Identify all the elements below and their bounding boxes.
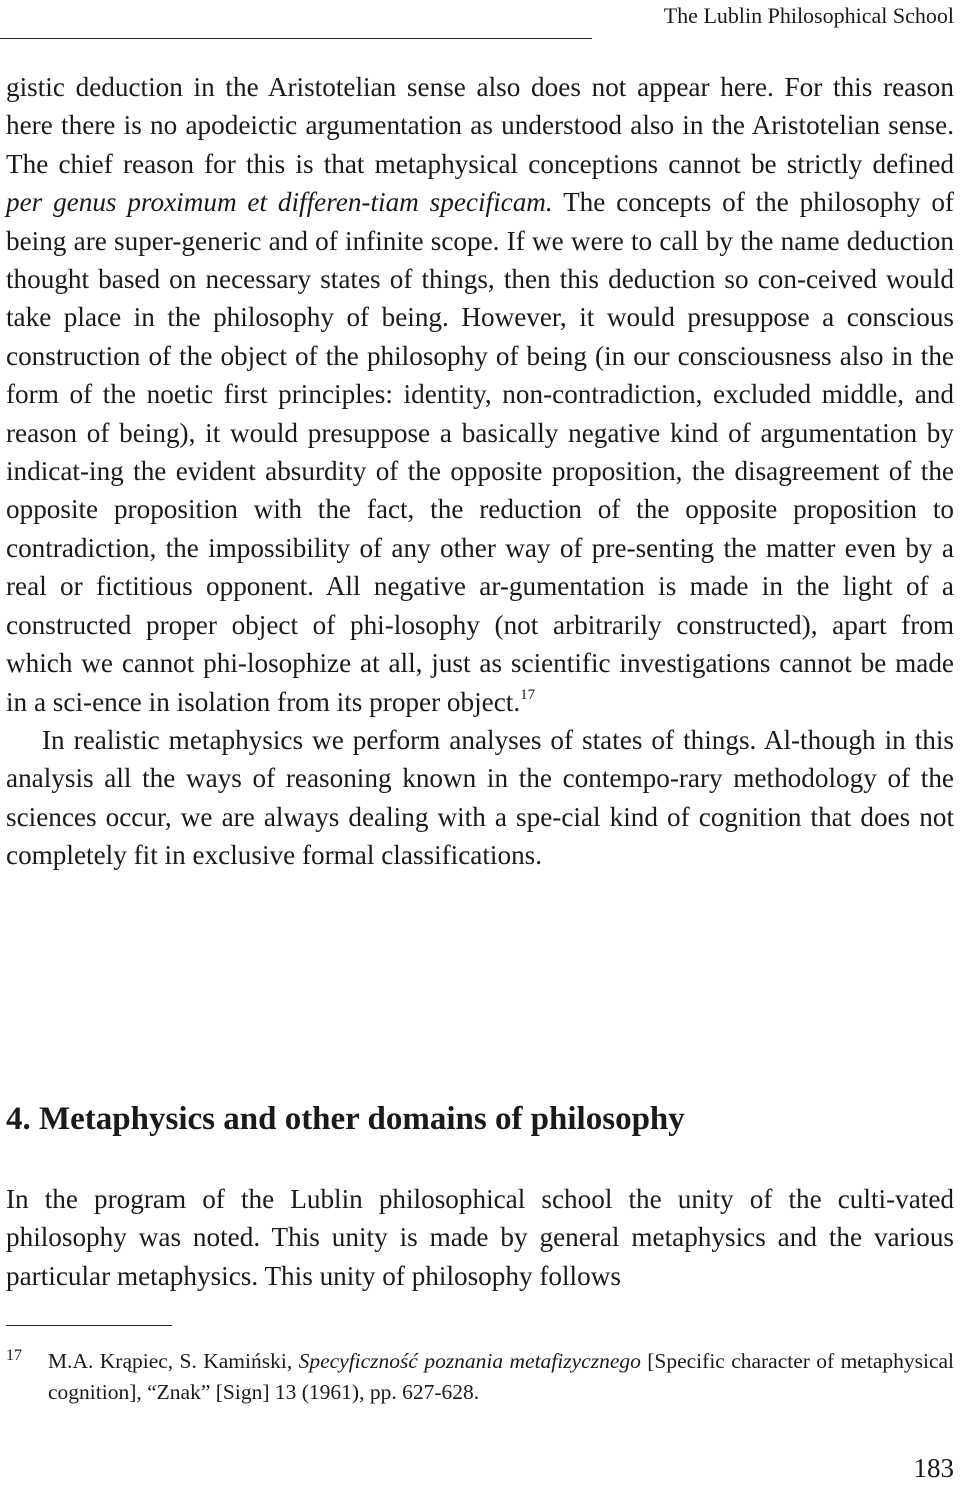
footnote-rule xyxy=(6,1325,172,1326)
body-text xyxy=(6,68,954,875)
running-head: The Lublin Philosophical School xyxy=(663,3,954,28)
paragraph-1-text-b: The concepts of the philosophy of being are super-generic and of infinite scope. If we were to call by the name deduction thought based on necessary states of things, then this deduction so con-ceived would take place in the philosophy of being. However, it would presuppose a conscious construction of the object of the philosophy of being (in our consciousness also in the form of the noetic first principles: identity, non-contradiction, excluded middle, and reason of being), it would presuppose a basically negative kind of argumentation by indicat-ing the evident absurdity of the opposite proposition, the disagreement of the opposite proposition with the fact, the reduction of the opposite proposition to contradiction, the impossibility of any other way of pre-senting the matter even by a real or fictitious opponent. All negative ar-gumentation is made in the light of a constructed proper object of phi-losophy (not arbitrarily constructed), apart from which we cannot phi-losophize at all, just as scientific investigations cannot be made in a sci-ence in isolation from its proper object. xyxy=(6,187,954,717)
footnote-rest: [Specific character of metaphysical cognition], “Znak” [Sign] 13 (1961), pp. 627-628. xyxy=(48,1349,955,1404)
page-number: 183 xyxy=(913,1453,954,1483)
paragraph-1-text-a: gistic deduction in the Aristotelian sense also does not appear here. For this reason here there is no apodeictic argumentation as understood also in the Aristotelian sense. The chief reason for this is that metaphysical conceptions cannot be strictly defined xyxy=(6,72,954,179)
header-rule xyxy=(0,38,592,39)
section-heading: 4. Metaphysics and other domains of philosophy xyxy=(6,1101,685,1137)
paragraph-2: In realistic metaphysics we perform analyses of states of things. Al-though in this analysis all the ways of reasoning known in the contempo-rary methodology of the sciences occur, we are always dealing with a spe-cial kind of cognition that does not completely fit in exclusive formal classifications. xyxy=(6,724,954,871)
paragraph-1 xyxy=(6,68,954,721)
paragraph-1-latin-phrase: per genus proximum et differen-tiam specificam. xyxy=(6,187,553,218)
footnote-number: 17 xyxy=(6,1347,22,1364)
footnote-text xyxy=(48,1346,954,1408)
footnote xyxy=(6,1346,954,1408)
section-paragraph: In the program of the Lublin philosophical school the unity of the culti-vated philosophy was noted. This unity is made by general metaphysics and the various particular metaphysics. This unity of philosophy follows xyxy=(6,1184,954,1291)
footnote-reference[interactable]: 17 xyxy=(520,686,536,703)
footnote-title: Specyficzność poznania metafizycznego xyxy=(298,1349,641,1373)
footnote-author: M.A. Krąpiec, S. Kamiński, xyxy=(48,1349,299,1373)
